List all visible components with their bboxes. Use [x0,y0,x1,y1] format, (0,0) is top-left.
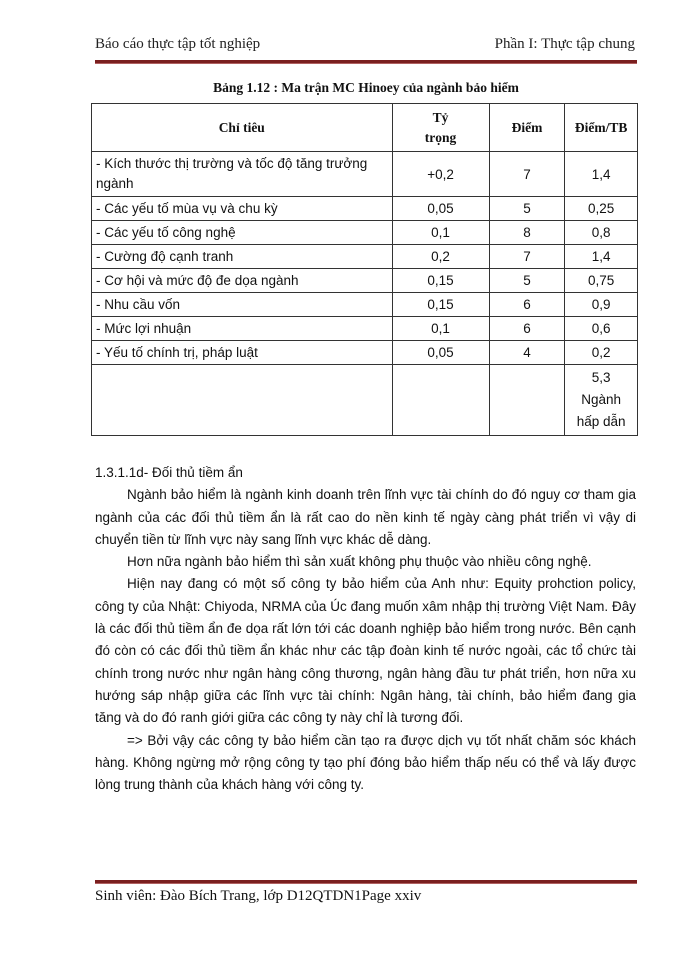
cell-ty-trong: 0,1 [392,221,489,245]
paragraph: Ngành bảo hiểm là ngành kinh doanh trên lĩnh vực tài chính do đó nguy cơ tham gia ngành của các đối thủ tiềm ẩn là rất cao do nền kinh tế ngày càng phát triển vì vậy di chuyển tiền từ lĩnh vực này sang lĩnh vực khác dễ dàng. [95,487,636,547]
col-header-ty-trong-line2: trọng [424,129,457,145]
table-row [92,341,638,365]
cell-diem-tb: 0,9 [565,293,638,317]
table-row [92,197,638,221]
cell-diem-tb: 0,6 [565,317,638,341]
table-header-row [92,104,638,152]
cell-chi-tieu: - Nhu cầu vốn [92,293,393,317]
table-row [92,269,638,293]
total-label-line1: Ngành [581,392,622,407]
col-header-ty-trong-line1: Tỷ [432,109,449,125]
table-row [92,152,638,197]
header-left-title: Báo cáo thực tập tốt nghiệp [95,36,261,52]
cell-diem: 7 [489,245,565,269]
cell-diem: 7 [489,152,565,197]
paragraph: Hiện nay đang có một số công ty bảo hiểm của Anh như: Equity prohction policy, công ty của Nhật: Chiyoda, NRMA của Úc đang muốn xâm nhập thị trường Việt Nam. Đây là các đối thủ tiềm ẩn đe dọa rất lớn tới các doanh nghiệp bảo hiểm trong nước. Bên cạnh đó còn có các đối thủ tiềm ẩn khác như các tập đoàn kinh tế nước ngoài, các tổ chức tài chính trong nước như ngân hàng công thương, ngân hàng đầu tư phát triển, hơn nữa xu hướng sáp nhập giữa các lĩnh vực tài chính: Ngân hàng, tài chính, bảo hiểm đang gia tăng và do đó ranh giới giữa các công ty này chỉ là tương đối. [95,576,636,726]
table-caption: Bảng 1.12 : Ma trận MC Hinoey của ngành bảo hiểm [213,80,519,95]
cell-chi-tieu: - Yếu tố chính trị, pháp luật [92,341,393,365]
cell-diem-tb: 1,4 [565,245,638,269]
cell-chi-tieu: - Các yếu tố mùa vụ và chu kỳ [92,197,393,221]
cell-chi-tieu: - Mức lợi nhuận [92,317,393,341]
cell-diem: 5 [489,269,565,293]
cell-ty-trong: 0,15 [392,293,489,317]
total-value: 5,3 [591,370,611,385]
header-right-title: Phần I: Thực tập chung [494,36,635,52]
cell-ty-trong: 0,2 [392,245,489,269]
cell-ty-trong: 0,1 [392,317,489,341]
cell-diem-tb: 0,8 [565,221,638,245]
table-total-row [92,365,638,436]
paragraph: => Bởi vậy các công ty bảo hiểm cần tạo ra được dịch vụ tốt nhất chăm sóc khách hàng. Không ngừng mở rộng công ty tạo phí đóng bảo hiểm thấp nếu có thể và lấy được lòng trung thành của khách hàng với công ty. [95,732,636,793]
cell-total [565,365,638,436]
table-row [92,293,638,317]
col-header-diem-tb: Điểm/TB [565,104,638,152]
mc-hinoey-matrix-table [91,103,638,436]
cell-diem: 8 [489,221,565,245]
cell-diem-tb: 0,25 [565,197,638,221]
col-header-diem: Điểm [489,104,565,152]
table-row [92,221,638,245]
cell-diem-tb: 0,2 [565,341,638,365]
body-content [95,462,636,796]
col-header-chi-tieu: Chỉ tiêu [92,104,393,152]
cell-empty [92,365,393,436]
cell-diem: 6 [489,317,565,341]
cell-diem-tb: 1,4 [565,152,638,197]
table-row [92,245,638,269]
cell-ty-trong: 0,05 [392,197,489,221]
cell-chi-tieu: - Cơ hội và mức độ đe dọa ngành [92,269,393,293]
table-row [92,317,638,341]
total-label-line2: hấp dẫn [576,414,626,429]
cell-ty-trong: 0,05 [392,341,489,365]
cell-diem-tb: 0,75 [565,269,638,293]
cell-diem: 4 [489,341,565,365]
page-header [95,36,635,53]
cell-ty-trong: 0,15 [392,269,489,293]
cell-ty-trong: +0,2 [392,152,489,197]
cell-chi-tieu: - Các yếu tố công nghệ [92,221,393,245]
cell-chi-tieu: - Kích thước thị trường và tốc độ tăng trưởng ngành [92,152,393,197]
cell-empty [489,365,565,436]
cell-diem: 5 [489,197,565,221]
footer-divider [95,880,637,884]
cell-chi-tieu: - Cường độ cạnh tranh [92,245,393,269]
page-footer: Sinh viên: Đào Bích Trang, lớp D12QTDN1Page xxiv [95,888,422,904]
cell-diem: 6 [489,293,565,317]
cell-empty [392,365,489,436]
section-heading: 1.3.1.1d- Đối thủ tiềm ẩn [95,465,243,480]
header-divider [95,60,637,64]
paragraph: Hơn nữa ngành bảo hiểm thì sản xuất không phụ thuộc vào nhiều công nghệ. [127,554,592,570]
col-header-ty-trong [392,104,489,152]
